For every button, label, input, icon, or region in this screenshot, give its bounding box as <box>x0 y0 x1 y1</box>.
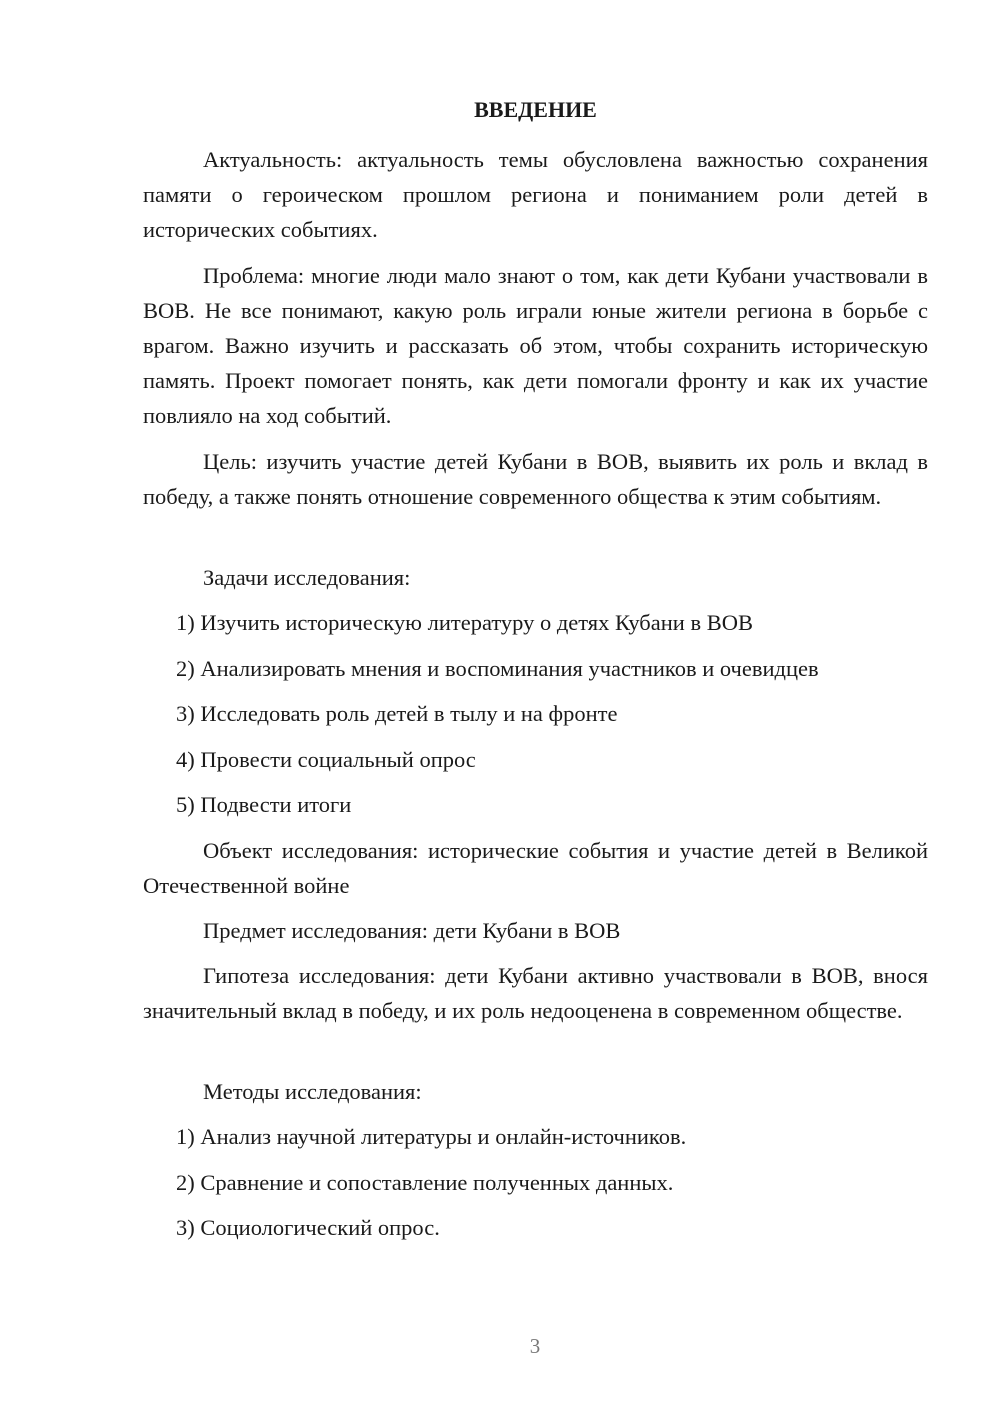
paragraph-hypothesis: Гипотеза исследования: дети Кубани активно участвовали в ВОВ, внося значительный вклад в победу, и их роль недооценена в современном обществе. <box>143 963 928 1023</box>
task-item-1: 1) Изучить историческую литературу о детях Кубани в ВОВ <box>176 610 753 635</box>
method-item-3: 3) Социологический опрос. <box>176 1215 440 1240</box>
page-number: 3 <box>529 1334 541 1358</box>
tasks-heading: Задачи исследования: <box>203 565 411 590</box>
paragraph-goal: Цель: изучить участие детей Кубани в ВОВ, выявить их роль и вклад в победу, а также понять отношение современного общества к этим событиям. <box>143 449 928 509</box>
task-item-4: 4) Провести социальный опрос <box>176 747 476 772</box>
paragraph-subject: Предмет исследования: дети Кубани в ВОВ <box>203 918 621 943</box>
section-title: ВВЕДЕНИЕ <box>474 97 597 122</box>
paragraph-object: Объект исследования: исторические события и участие детей в Великой Отечественной войне <box>143 838 928 898</box>
methods-heading: Методы исследования: <box>203 1079 422 1104</box>
paragraph-relevance: Актуальность: актуальность темы обусловлена важностью сохранения памяти о героическом прошлом региона и пониманием роли детей в исторических событиях. <box>143 147 928 242</box>
method-item-1: 1) Анализ научной литературы и онлайн-источников. <box>176 1124 687 1149</box>
paragraph-problem: Проблема: многие люди мало знают о том, как дети Кубани участвовали в ВОВ. Не все понимают, какую роль играли юные жители региона в борьбе с врагом. Важно изучить и рассказать об этом, чтобы сохранить историческую память. Проект помогает понять, как дети помогали фронту и как их участие повлияло на ход событий. <box>143 263 928 428</box>
task-item-5: 5) Подвести итоги <box>176 792 352 817</box>
task-item-2: 2) Анализировать мнения и воспоминания участников и очевидцев <box>176 656 819 681</box>
method-item-2: 2) Сравнение и сопоставление полученных данных. <box>176 1170 674 1195</box>
task-item-3: 3) Исследовать роль детей в тылу и на фронте <box>176 701 618 726</box>
